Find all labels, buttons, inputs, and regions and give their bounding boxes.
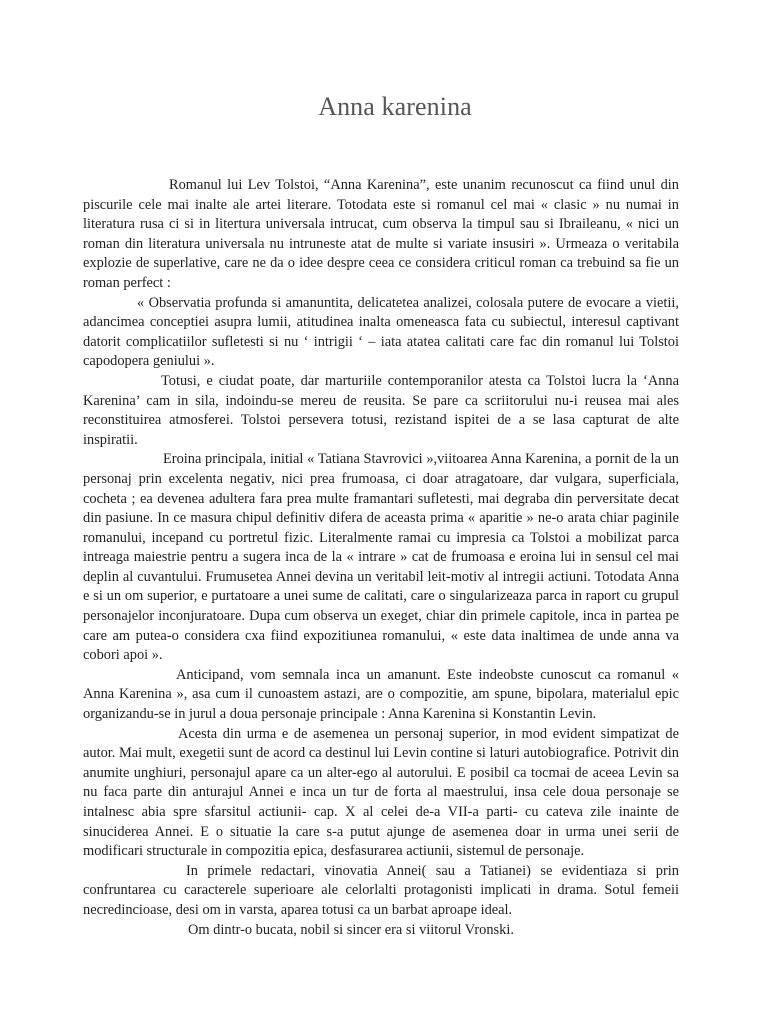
paragraph-2-quote: « Observatia profunda si amanuntita, delicatetea analizei, colosala putere de evocare a vietii, adancimea conceptiei asupra lumii, atitudinea inalta omeneasca fata cu subiectul, interesul captivant datorit complicatiilor sufletesti si nu ‘ intrigii ‘ – iata atatea calitati care fac din romanul lui Tolstoi capodopera geniului ». [83, 294, 679, 370]
paragraph-7: In primele redactari, vinovatia Annei( sau a Tatianei) se evidentiaza si prin confruntarea cu caracterele superioare ale celorlalti protagonisti implicati in drama. Sotul femeii necredincioase, desi om in varsta, aparea totusi ca un barbat aproape ideal. [83, 862, 679, 918]
paragraph-4: Eroina principala, initial « Tatiana Stavrovici »,viitoarea Anna Karenina, a pornit de la un personaj prin excelenta negativ, nici prea frumoasa, ci doar atragatoare, dar vulgara, superficiala, cocheta ; ea devenea adultera fara prea multe framantari sufletesti, mai degraba din perversitate decat din pasiune. In ce masura chipul definitiv difera de aceasta prima « aparitie » ne-o arata chiar paginile romanului, incepand cu portretul fizic. Literalmente ramai cu impresia ca Tolstoi a mobilizat parca intreaga maiestrie pentru a sugera inca de la « intrare » cat de frumoasa e eroina lui in sensul cel mai deplin al cuvantului. Frumusetea Annei devina un veritabil leit-motiv al intregii actiuni. Totodata Anna e si un om superior, e purtatoare a unei sume de calitati, care o singularizeaza parca in raport cu grupul personajelor inconjuratoare. Dupa cum observa un exeget, chiar din primele capitole, inca in partea pe care am putea-o considera cxa fiind expozitiunea romanului, « este data inaltimea de unde anna va cobori apoi ». [83, 451, 679, 664]
document-title: Anna karenina [318, 92, 472, 121]
paragraph-6: Acesta din urma e de asemenea un personaj superior, in mod evident simpatizat de autor. Mai mult, exegetii sunt de acord ca destinul lui Levin contine si laturi autobiografice. Potrivit din anumite unghiuri, personajul apare ca un alter-ego al autorului. E posibil ca tocmai de aceea Levin sa nu faca parte din anturajul Annei e inca un tur de forta al maestrului, insa cele doua personaje se intalnesc abia spre sfarsitul actiunii- cap. X al celei de-a VII-a parti- cu cateva zile inainte de sinuciderea Annei. E o situatie la care s-a putut ajunge de asemenea doar in urma unei serii de modificari structurale in compozitia epica, desfasurarea actiunii, sistemul de personaje. [83, 725, 679, 860]
document-body [83, 176, 679, 940]
paragraph-8: Om dintr-o bucata, nobil si sincer era si viitorul Vronski. [188, 921, 514, 938]
paragraph-5: Anticipand, vom semnala inca un amanunt. Este indeobste cunoscut ca romanul « Anna Karenina », asa cum il cunoastem astazi, are o compozitie, am spune, bipolara, materialul epic organizandu-se in jurul a doua personaje principale : Anna Karenina si Konstantin Levin. [83, 666, 679, 723]
paragraph-1: Romanul lui Lev Tolstoi, “Anna Karenina”, este unanim recunoscut ca fiind unul din piscurile cele mai inalte ale artei literare. Totodata este si romanul cel mai « clasic » nu numai in literatura rusa ci si in litertura universala intrucat, cum observa la timpul sau si Ibraileanu, « nici un roman din literatura universala nu intruneste atat de multe si variate insusiri ». Urmeaza o veritabila explozie de superlative, care ne da o idee despre ceea ce considera criticul roman ca trebuind sa fie un roman perfect : [83, 177, 679, 291]
paragraph-3: Totusi, e ciudat poate, dar marturiile contemporanilor atesta ca Tolstoi lucra la ‘Anna Karenina’ cam in sila, indoindu-se mereu de reusita. Se pare ca scriitorului nu-i reusea mai ales reconstituirea atmosferei. Tolstoi persevera totusi, rezistand ispitei de a se lasa capturat de alte inspiratii. [83, 372, 679, 448]
